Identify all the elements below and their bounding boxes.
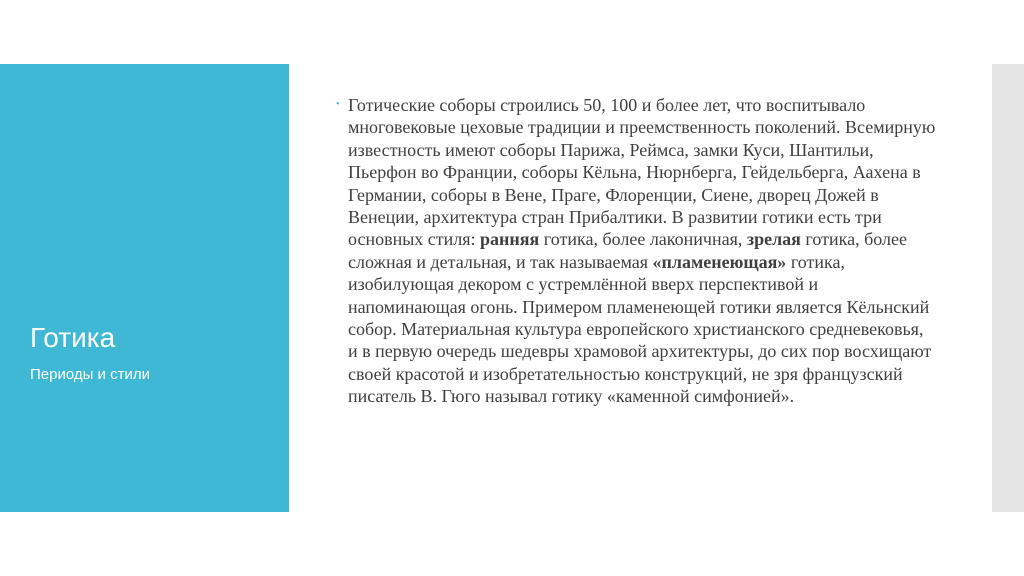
bullet-paragraph (336, 94, 936, 408)
text-segment: готика, более сложная и детальная, и так называемая (348, 229, 907, 272)
term-flamboyant: «пламенеющая» (652, 251, 787, 272)
term-early: ранняя (480, 229, 540, 250)
bullet-dot-icon: • (336, 99, 340, 110)
text-segment: готика, изобилующая декором с устремлённой вверх перспективой и напоминающая огонь. Примером пламенеющей готики является Кёльнский собор. Материальная культура европейского христианского средневековья, и в первую очередь шедевры храмовой архитектуры, до сих пор восхищают своей красотой и изобретательностью конструкций, не зря французский писатель В. Гюго называл готику «каменной симфонией». (348, 251, 932, 407)
term-mature: зрелая (746, 229, 801, 250)
content-area (336, 94, 936, 408)
title-panel (0, 64, 289, 512)
side-strip (992, 64, 1024, 512)
slide-title: Готика (30, 322, 116, 353)
text-segment: готика, более лаконичная, (539, 229, 747, 250)
text-segment: Готические соборы строились 50, 100 и более лет, что воспитывало многовековые цеховые традиции и преемственность поколений. Всемирную известность имеют соборы Парижа, Реймса, замки Куси, Шантильи, Пьерфон во Франции, соборы Кёльна, Нюрнберга, Гейдельберга, Аахена в Германии, соборы в Вене, Праге, Флоренции, Сиене, дворец Дожей в Венеции, архитектура стран Прибалтики. В развитии готики есть три основных стиля: (348, 95, 936, 250)
slide-subtitle: Периоды и стили (30, 366, 150, 383)
